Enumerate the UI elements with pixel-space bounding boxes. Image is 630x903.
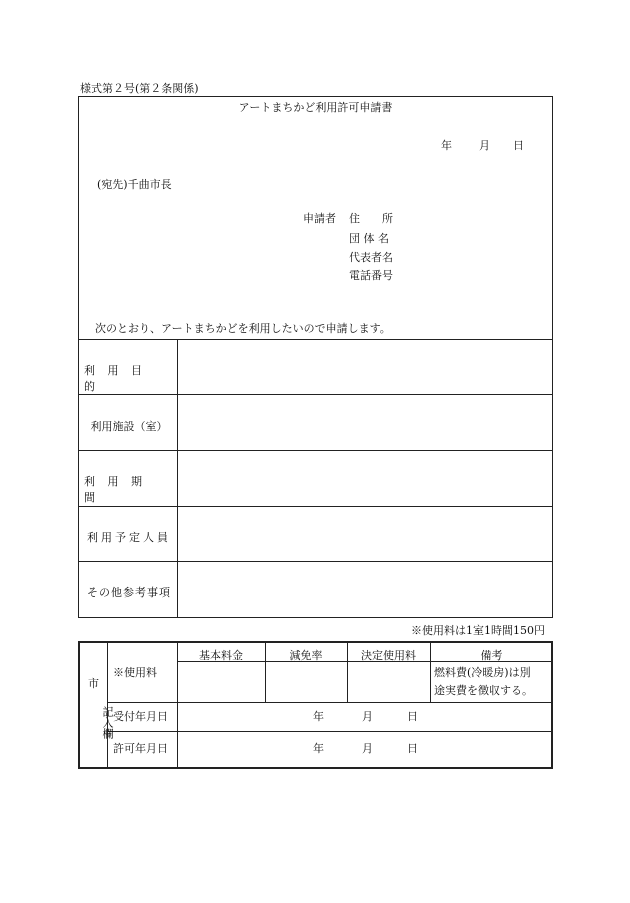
received-year: 年: [313, 710, 324, 723]
row-divider: [78, 561, 553, 562]
date-day: 日: [513, 139, 524, 152]
addressee: (宛先)千曲市長: [97, 178, 172, 191]
people-label: 利用予定人員: [87, 531, 171, 544]
permitted-day: 日: [407, 742, 418, 755]
received-month: 月: [362, 710, 373, 723]
form-number: 様式第２号(第２条関係): [80, 82, 199, 95]
application-statement: 次のとおり、アートまちかどを利用したいので申請します。: [95, 322, 391, 335]
fee-note: ※使用料は1室1時間150円: [411, 624, 545, 637]
period-label: [84, 473, 172, 505]
office-side-label-top: 市: [88, 677, 99, 690]
period-label-text: 利用期間: [84, 475, 155, 504]
usage-fee-label: ※使用料: [113, 666, 157, 679]
header-remarks: 備考: [480, 649, 503, 662]
office-side-label-bottom: 記入欄: [101, 705, 114, 739]
row-divider: [78, 506, 553, 507]
remarks-line-2: 途実費を徴収する。: [434, 684, 533, 697]
row-divider: [107, 702, 553, 703]
row-divider: [78, 339, 553, 340]
purpose-label: [84, 362, 172, 394]
permitted-year: 年: [313, 742, 324, 755]
received-date-label: 受付年月日: [113, 710, 168, 723]
row-divider: [78, 450, 553, 451]
permitted-month: 月: [362, 742, 373, 755]
row-divider: [107, 731, 553, 732]
applicant-representative-label: 代表者名: [349, 251, 393, 264]
applicant-phone-label: 電話番号: [349, 269, 393, 282]
label-column-divider: [177, 339, 178, 618]
header-reduction-rate: 減免率: [289, 649, 323, 662]
purpose-label-text: 利用目的: [84, 364, 155, 393]
applicant-group-label: 団 体 名: [349, 232, 389, 245]
applicant-label: 申請者: [303, 212, 336, 225]
applicant-address-label: 住 所: [349, 212, 393, 225]
row-divider: [78, 394, 553, 395]
remarks-line-1: 燃料費(冷暖房)は別: [434, 666, 531, 679]
received-day: 日: [407, 710, 418, 723]
date-month: 月: [479, 139, 490, 152]
facility-label: 利用施設（室）: [90, 420, 168, 433]
permitted-date-label: 許可年月日: [113, 742, 168, 755]
other-label: その他参考事項: [87, 586, 171, 599]
form-title: アートまちかど利用許可申請書: [238, 101, 393, 114]
header-base-fee: 基本料金: [199, 649, 243, 662]
header-decided-fee: 決定使用料: [361, 649, 416, 662]
date-year: 年: [441, 139, 452, 152]
